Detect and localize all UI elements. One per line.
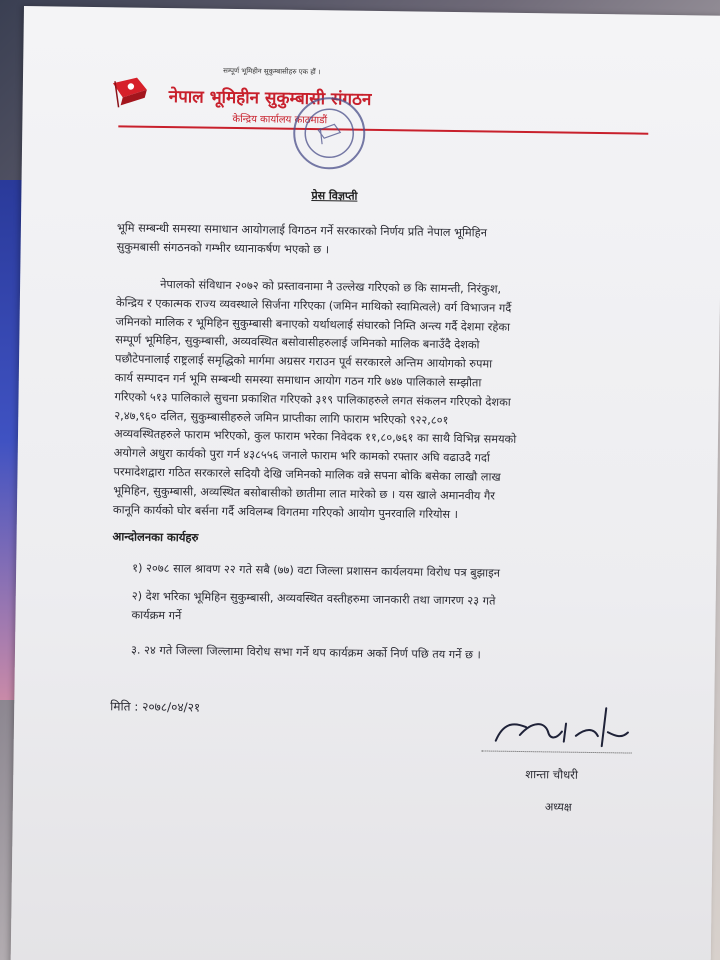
- letterhead-divider: [118, 125, 648, 134]
- organization-name: नेपाल भूमिहीन सुकुम्बासी संगठन: [168, 87, 372, 110]
- body-paragraph: [113, 275, 656, 527]
- press-release-sheet: [11, 6, 720, 960]
- body-line: परमादेशद्वारा गठित सरकारले सदियौ देखि जमिनको मालिक वन्ने सपना बोकि बसेका लाखौ लाख: [113, 465, 501, 484]
- headquarters-line: केन्द्रिय कार्यालय काठमाडौं: [232, 113, 328, 127]
- program-item-line: ३. २४ गते जिल्ला जिल्लामा विरोध सभा गर्ने थप कार्यक्रम अर्को निर्ण पछि तय गर्ने छ ।: [130, 643, 481, 662]
- signer-name: शान्ता चौधरी: [525, 767, 578, 782]
- organization-flag-logo-icon: [109, 73, 151, 110]
- program-item-line: १) २०७८ साल श्रावण २२ गते सबै (७७) वटा जिल्ला प्रशासन कार्यलयमा विरोध पत्र बुझाइन: [132, 561, 501, 580]
- letterhead-tagline: सम्पूर्ण भूमिहीन सुकुम्बासीहरु एक हौं ।: [223, 66, 321, 77]
- program-item: [131, 588, 495, 630]
- handwritten-signature-icon: [486, 701, 637, 757]
- body-line: कार्य सम्पादन गर्न भूमि सम्बन्धी समस्या समाधान आयोग गठन गरि ७४७ पालिकाले सम्झौता: [114, 371, 482, 390]
- program-item-line: २) देश भरिका भूमिहिन सुकुम्बासी, अव्यवस्थित वस्तीहरुमा जानकारी तथा जागरण २३ गते: [131, 589, 496, 608]
- body-line: केन्द्रिय र एकात्मक राज्य व्यवस्थाले सिर्जना गरिएका (जमिन माथिको स्वामित्वले) वर्ग विभाजन गर्दै: [115, 296, 512, 315]
- document-title: प्रेस विज्ञप्ती: [311, 189, 358, 203]
- intro-line: सुकुमबासी संगठनको गम्भीर ध्यानाकर्षण भएको छ ।: [116, 240, 330, 257]
- program-item: [131, 642, 481, 665]
- body-line: २,४७,९६० दलित, सुकुम्बासीहरुले जमिन प्राप्तीका लागि फाराम भरिएको ९२२,८०१: [114, 408, 449, 427]
- intro-paragraph: [117, 219, 657, 264]
- program-item: [132, 560, 500, 584]
- body-line: अव्यवस्थितहरुले फाराम भरिएको, कुल फाराम भरेका निवेदक ११,८०,७६१ का साथै विभिन्न समयको: [113, 427, 517, 447]
- body-line: जमिनको मालिक र भूमिहिन सुकुम्बासी बनाएको यर्थाथलाई संघारको निम्ति अन्त्य गर्दै देशमा रहेका: [115, 314, 511, 334]
- body-line: भूमिहिन, सुकुम्बासी, अव्यस्थित बसोबासीको छातीमा लात मारेको छ । यस खाले अमानवीय गैर: [113, 484, 496, 503]
- body-line: गरिएको ५१३ पालिकाले सुचना प्रकाशित गरिएको ३१९ पालिकाहरुले लगत संकलन गरिएको देशका: [114, 390, 511, 409]
- intro-line: भूमि सम्बन्धी समस्या समाधान आयोगलाई विगठन गर्ने सरकारको निर्णय प्रति नेपाल भूमिहिन: [116, 221, 488, 240]
- program-heading: आन्दोलनका कार्यहरु: [112, 529, 199, 545]
- body-line: अयोगले अधुरा कार्यको पुरा गर्न ४३८५५६ जनाले फाराम भरि कामको रफ्तार अघि वढाउदै गर्दा: [113, 446, 490, 465]
- official-seal-stamp-icon: [290, 94, 369, 173]
- body-line: नेपालको संविधान २०७२ को प्रस्तावनामा नै उल्लेख गरिएको छ कि सामन्ती, निरंकुश,: [160, 277, 502, 296]
- signer-role: अध्यक्ष: [544, 800, 572, 814]
- body-line: सम्पूर्ण भूमिहिन, सुकुम्बासी, अव्यवस्थित बसोवासीहरुलाई जमिनको मालिक बनाउँदै देशको: [115, 333, 480, 352]
- program-item-line: कार्यक्रम गर्ने: [131, 608, 182, 622]
- body-line: पछौटेपनालाई राष्ट्रलाई समृद्धिको मार्गमा अग्रसर गराउन पूर्व सरकारले अन्तिम आयोगको रुपमा: [114, 352, 493, 371]
- body-line: कानूनि कार्यको घोर बर्सना गर्दै अविलम्ब विगतमा गरिएको आयोग पुनरवालि गरियोस ।: [112, 502, 459, 521]
- document-date: मिति : २०७८/०४/२१: [110, 699, 201, 715]
